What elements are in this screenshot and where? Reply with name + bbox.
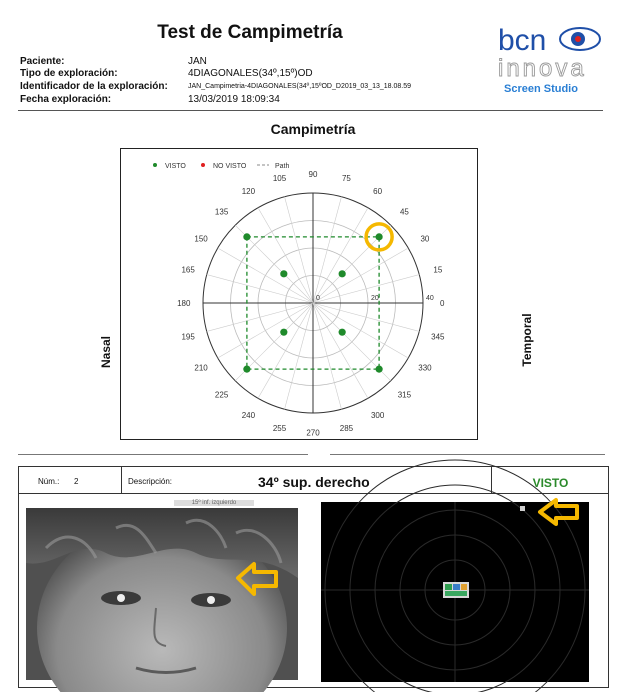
status-badge: VISTO: [532, 476, 569, 490]
chart-frame: [120, 148, 478, 440]
section-title: Campimetría: [270, 121, 356, 137]
campimetry-chart: [121, 149, 477, 439]
polar-spoke: [258, 303, 313, 398]
page-title: Test de Campimetría: [157, 22, 343, 43]
polar-spoke: [218, 303, 313, 358]
stimulus-dot: [520, 506, 525, 511]
divider-left: [18, 454, 308, 455]
divider-right: [330, 454, 605, 455]
exam-type-label: Tipo de exploración:: [20, 68, 118, 79]
polar-spoke: [218, 248, 313, 303]
polar-spoke: [313, 303, 368, 398]
angle-tick-label: 105: [272, 174, 287, 184]
radial-tick-label: 40: [426, 295, 434, 302]
test-point: [376, 233, 383, 240]
angle-tick-label: 180: [177, 299, 191, 308]
polar-spoke: [285, 197, 313, 303]
polar-spoke: [313, 275, 419, 303]
radial-tick-label: 20: [371, 295, 379, 302]
polar-spoke: [258, 208, 313, 303]
angle-tick-label: 120: [241, 187, 256, 197]
angle-tick-label: 165: [181, 265, 195, 275]
stimulus-screen: [321, 502, 589, 682]
description-label: Descripción:: [128, 477, 173, 486]
logo-line2: innova: [498, 55, 587, 82]
description-value: 34º sup. derecho: [258, 474, 370, 490]
polar-spoke: [313, 197, 341, 303]
header-divider: [18, 110, 603, 111]
exam-date-value: 13/03/2019 18:09:34: [188, 94, 280, 105]
polar-spoke: [285, 303, 313, 409]
temporal-label: Temporal: [520, 313, 534, 367]
company-logo: [494, 20, 606, 98]
exam-date-label: Fecha exploración:: [20, 94, 112, 105]
test-point: [243, 366, 250, 373]
number-value: 2: [74, 477, 79, 486]
column-divider: [121, 466, 122, 494]
angle-tick-label: 30: [420, 234, 430, 244]
legend-label: NO VISTO: [213, 163, 247, 170]
polar-spoke: [207, 303, 313, 331]
logo-line1: bcn: [498, 24, 547, 57]
angle-tick-label: 45: [399, 207, 409, 217]
angle-tick-label: 270: [306, 428, 320, 438]
nasal-label: Nasal: [99, 335, 113, 369]
logo-tagline: Screen Studio: [504, 83, 578, 95]
photo-caption: 15º inf. izquierdo: [174, 500, 254, 506]
angle-tick-label: 15: [433, 265, 443, 275]
eye-icon: [560, 28, 600, 50]
test-point: [376, 366, 383, 373]
angle-tick-label: 90: [308, 169, 318, 179]
angle-tick-label: 210: [194, 363, 208, 373]
test-point: [339, 329, 346, 336]
patient-label: Paciente:: [20, 56, 65, 67]
angle-tick-label: 0: [440, 299, 445, 308]
angle-tick-label: 315: [397, 390, 412, 400]
test-point: [339, 270, 346, 277]
polar-spoke: [313, 248, 408, 303]
angle-tick-label: 255: [272, 423, 287, 433]
polar-spoke: [313, 208, 368, 303]
test-point: [280, 329, 287, 336]
legend-label: VISTO: [165, 163, 186, 170]
angle-tick-label: 135: [214, 207, 229, 217]
exam-id-value: JAN_Campimetria-4DIAGONALES(34º,15ºOD_D2019_03_13_18.08.59: [188, 83, 412, 90]
angle-tick-label: 225: [214, 390, 229, 400]
radial-tick-label: 0: [316, 295, 320, 302]
polar-spoke: [207, 275, 313, 303]
angle-tick-label: 75: [341, 174, 351, 184]
legend-marker: [153, 163, 157, 167]
polar-spoke: [313, 303, 419, 331]
fixation-target-icon: [443, 582, 469, 598]
test-point: [243, 233, 250, 240]
exam-id-label: Identificador de la exploración:: [20, 81, 168, 92]
angle-tick-label: 330: [418, 363, 432, 373]
patient-eye-photo: [26, 500, 298, 680]
exam-type-value: 4DIAGONALES(34º,15º)OD: [188, 68, 313, 79]
angle-tick-label: 345: [431, 332, 445, 342]
angle-tick-label: 150: [194, 234, 208, 244]
polar-spoke: [313, 303, 408, 358]
legend-marker: [201, 163, 205, 167]
number-label: Núm.:: [38, 477, 60, 486]
angle-tick-label: 285: [339, 423, 354, 433]
patient-value: JAN: [188, 56, 207, 67]
test-point: [280, 270, 287, 277]
angle-tick-label: 60: [373, 187, 383, 197]
polar-spoke: [313, 303, 341, 409]
angle-tick-label: 195: [181, 332, 195, 342]
angle-tick-label: 300: [370, 410, 385, 420]
legend-label: Path: [275, 163, 290, 170]
angle-tick-label: 240: [241, 410, 256, 420]
